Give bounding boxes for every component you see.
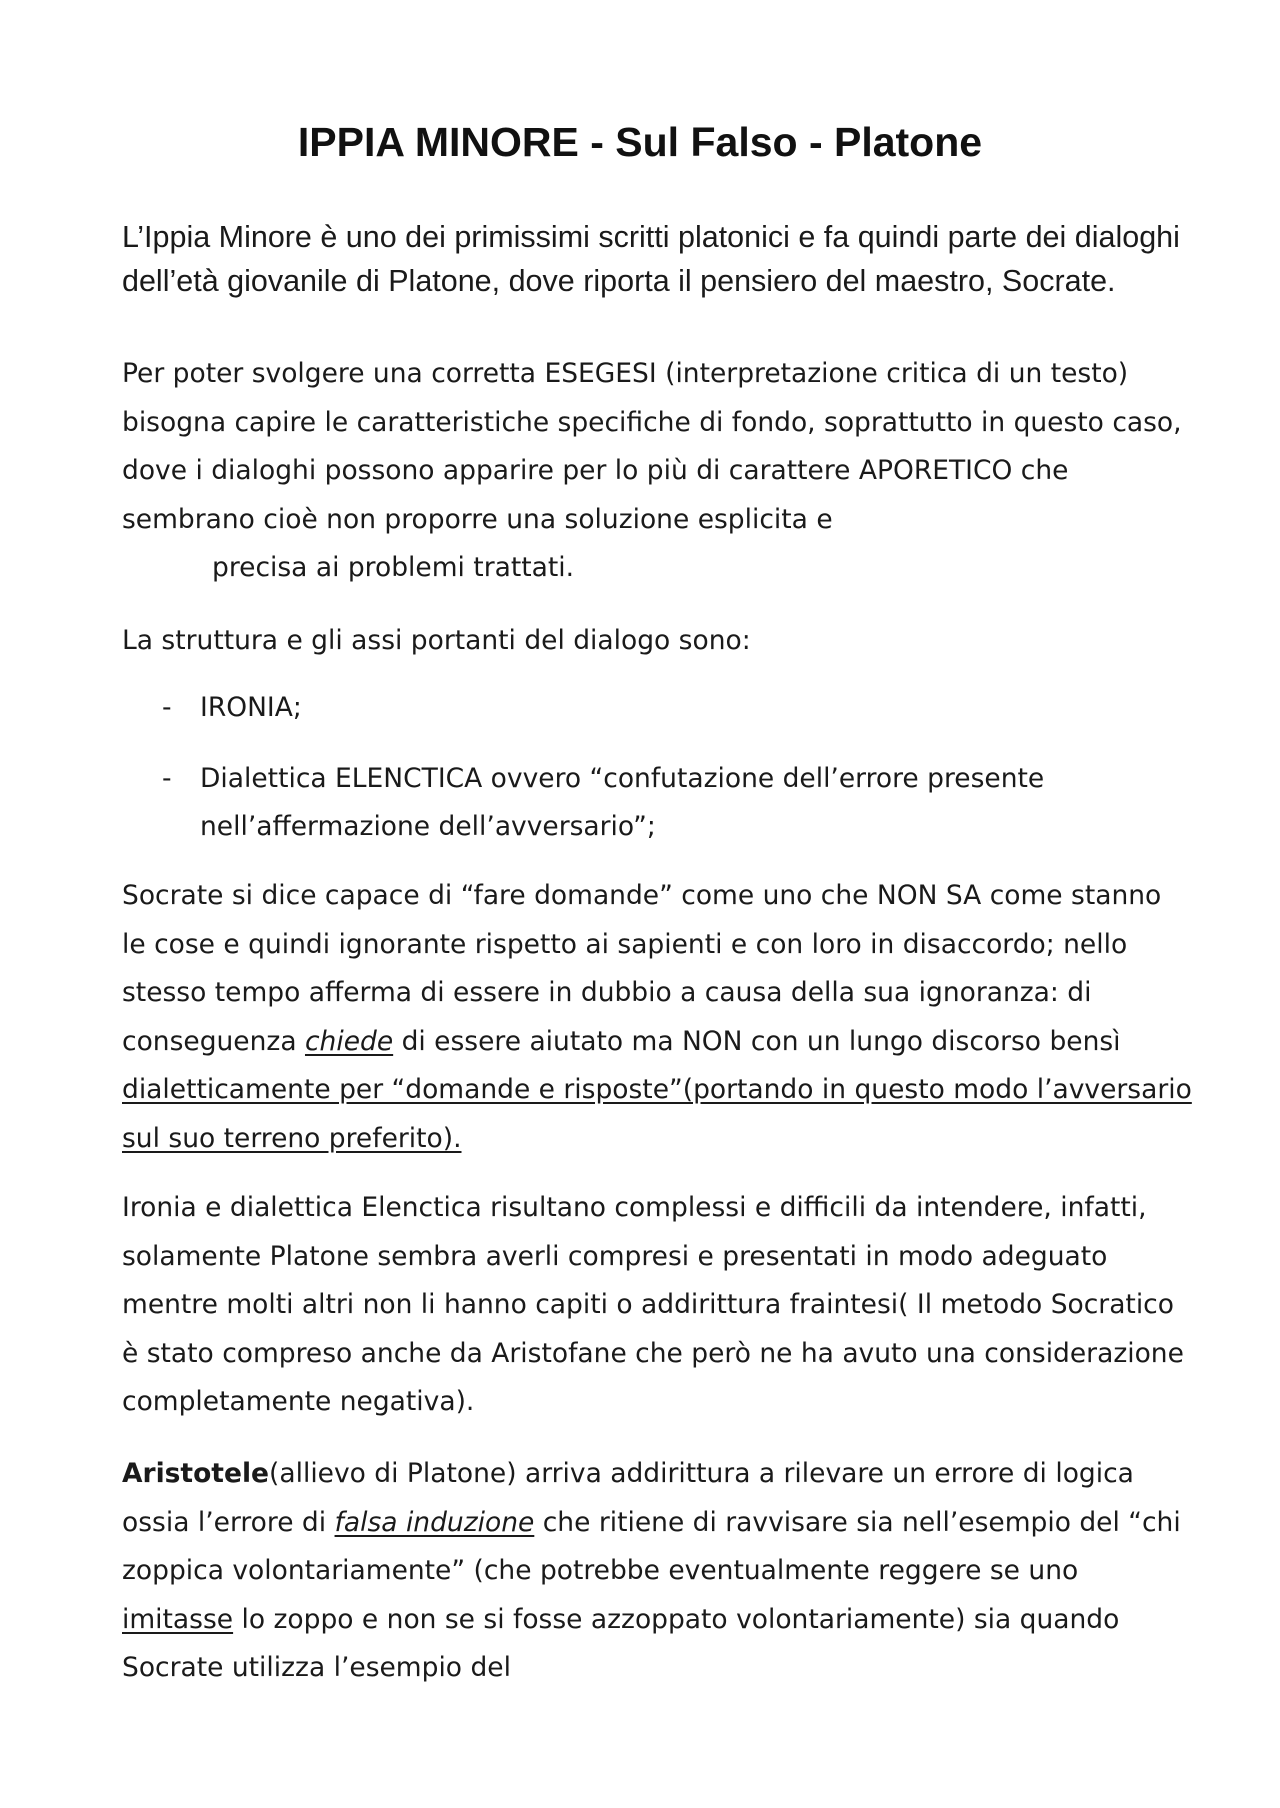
structure-list	[122, 684, 1192, 852]
paragraph-socrate-emphasis: chiede	[304, 1025, 394, 1057]
intro-paragraph: L’Ippia Minore è uno dei primissimi scritti platonici e fa quindi parte dei dialoghi dell’età giovanile di Platone, dove riporta il pensiero del maestro, Socrate.	[122, 220, 1180, 298]
paragraph-socrate-underlined: dialetticamente per “domande e risposte”(portando in questo modo l’avversario sul suo terreno preferito).	[122, 1074, 1192, 1154]
list-bullet: -	[162, 762, 172, 794]
paragraph-esegesi-text: Per poter svolgere una corretta ESEGESI (interpretazione critica di un testo) bisogna capire le caratteristiche specifiche di fondo, soprattutto in questo caso, dove i dialoghi possono apparire per lo più di carattere APORETICO che sembrano cioè non proporre una soluzione esplicita e	[122, 358, 1182, 535]
paragraph-esegesi-indented-line: precisa ai problemi trattati.	[212, 552, 575, 583]
list-item-text: Dialettica ELENCTICA ovvero “confutazione dell’errore presente nell’affermazione dell’avversario”;	[200, 762, 1045, 842]
list-item	[122, 684, 1192, 733]
paragraph-esegesi	[122, 350, 1192, 593]
paragraph-struttura: La struttura e gli assi portanti del dialogo sono:	[122, 625, 751, 656]
document-title: IPPIA MINORE - Sul Falso - Platone	[297, 119, 983, 165]
paragraph-socrate-text-2: di essere aiutato ma NON con un lungo discorso bensì	[393, 1025, 1121, 1057]
list-item	[122, 755, 1192, 852]
paragraph-socrate	[122, 872, 1192, 1163]
list-bullet: -	[162, 692, 172, 723]
list-item-text: IRONIA;	[200, 692, 302, 723]
paragraph-aristotele-text-3: lo zoppo e non se si fosse azzoppato volontariamente) sia quando Socrate utilizza l’esempio del	[122, 1603, 1120, 1683]
paragraph-aristotele	[122, 1450, 1192, 1693]
paragraph-aristotele-text-2: che ritiene di ravvisare sia nell’esempio del “chi zoppica volontariamente” (che potrebbe eventualmente reggere se uno	[122, 1506, 1181, 1586]
paragraph-ironia: Ironia e dialettica Elenctica risultano complessi e difficili da intendere, infatti, solamente Platone sembra averli compresi e presentati in modo adeguato mentre molti altri non li hanno capiti o addirittura fraintesi( Il metodo Socratico è stato compreso anche da Aristofane che però ne ha avuto una considerazione completamente negativa).	[122, 1192, 1184, 1417]
paragraph-aristotele-underlined: imitasse	[122, 1603, 234, 1635]
paragraph-socrate-text-1: Socrate si dice capace di “fare domande” come uno che NON SA come stanno le cose e quindi ignorante rispetto ai sapienti e con loro in disaccordo; nello stesso tempo afferma di essere in dubbio a causa della sua ignoranza: di conseguenza	[122, 880, 1162, 1057]
paragraph-aristotele-bold: Aristotele	[122, 1458, 270, 1489]
paragraph-aristotele-text-1: (allievo di Platone) arriva addirittura a rilevare un errore di logica ossia l’errore di	[122, 1458, 1134, 1538]
paragraph-aristotele-emphasis: falsa induzione	[334, 1506, 535, 1538]
